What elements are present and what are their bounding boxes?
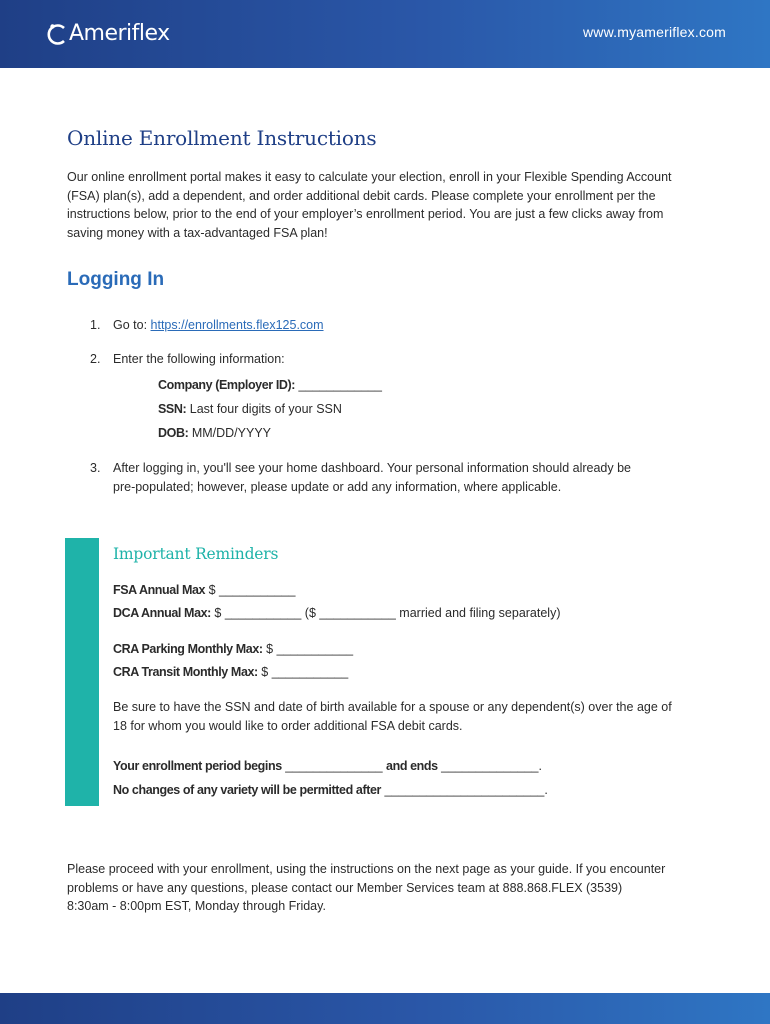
info-label: DOB: [158, 426, 189, 440]
fsa-label: FSA Annual Max [113, 583, 206, 597]
info-value: Last four digits of your SSN [186, 402, 342, 416]
no-changes-line [113, 783, 548, 797]
step-text: After logging in, you'll see your home dashboard. Your personal information should already be pre-populated; however, please update or add any information, where applicable. [113, 461, 631, 494]
dependent-note: Be sure to have the SSN and date of birth available for a spouse or any dependent(s) over the age of 18 for whom you would like to order additional FSA debit cards. [113, 700, 672, 733]
enrollment-link[interactable]: https://enrollments.flex125.com [150, 318, 324, 332]
info-label: SSN: [158, 402, 187, 416]
header-banner [0, 0, 770, 68]
info-dob [158, 426, 271, 440]
page-title: Online Enrollment Instructions [67, 126, 377, 150]
info-label: Company (Employer ID): [158, 378, 296, 392]
cra-transit-label: CRA Transit Monthly Max: [113, 665, 258, 679]
logo-text: Ameriflex [69, 21, 170, 46]
dca-value: $ ___________ ($ ___________ married and filing separately) [210, 606, 561, 620]
dca-annual-max [113, 606, 561, 620]
step-number: 1. [90, 318, 101, 332]
step-prefix: Go to: [113, 318, 151, 332]
step-number: 2. [90, 352, 101, 366]
closing-paragraph: Please proceed with your enrollment, using the instructions on the next page as your guide. If you encounter problems or have any questions, please contact our Member Services team at 888.868.FLEX (3539) 8:30am - 8:00pm EST, Monday through Friday. [67, 862, 666, 913]
period-label-begins: Your enrollment period begins [113, 759, 282, 773]
cra-transit-value: $ ___________ [257, 665, 349, 679]
site-url[interactable]: www.myameriflex.com [582, 24, 726, 40]
info-ssn [158, 402, 342, 416]
period-blank-begins: ______________ [281, 759, 387, 773]
period-blank-ends: ______________. [437, 759, 542, 773]
reminders-title: Important Reminders [113, 545, 279, 563]
dca-label: DCA Annual Max: [113, 606, 211, 620]
step-text: Enter the following information: [113, 352, 285, 366]
info-value: MM/DD/YYYY [188, 426, 271, 440]
step-number: 3. [90, 461, 101, 475]
info-value: ____________ [295, 378, 382, 392]
teal-accent-bar [65, 538, 99, 806]
important-reminders-box [65, 538, 685, 806]
enrollment-period [113, 759, 542, 773]
cra-parking-max [113, 642, 353, 656]
fsa-annual-max [113, 583, 295, 597]
intro-paragraph: Our online enrollment portal makes it easy to calculate your election, enroll in your Flexible Spending Account (FSA) plan(s), add a dependent, and order additional debit cards. Please complete your enrollment per the instructions below, prior to the end of your employer’s enrollment period. You are just a few clicks away from saving money with a tax-advantaged FSA plan! [67, 170, 672, 240]
cra-parking-value: $ ___________ [262, 642, 354, 656]
fsa-value: $ ___________ [205, 583, 296, 597]
info-company [158, 378, 382, 392]
logging-in-heading: Logging In [67, 269, 165, 290]
logo-mark-icon [46, 21, 68, 47]
cra-parking-label: CRA Parking Monthly Max: [113, 642, 263, 656]
ameriflex-logo [46, 20, 170, 48]
footer-banner [0, 993, 770, 1024]
step-text [113, 316, 653, 335]
cra-transit-max [113, 665, 348, 679]
period-label-ends: and ends [386, 759, 438, 773]
no-changes-blank: _______________________. [380, 783, 548, 797]
no-changes-label: No changes of any variety will be permitted after [113, 783, 381, 797]
